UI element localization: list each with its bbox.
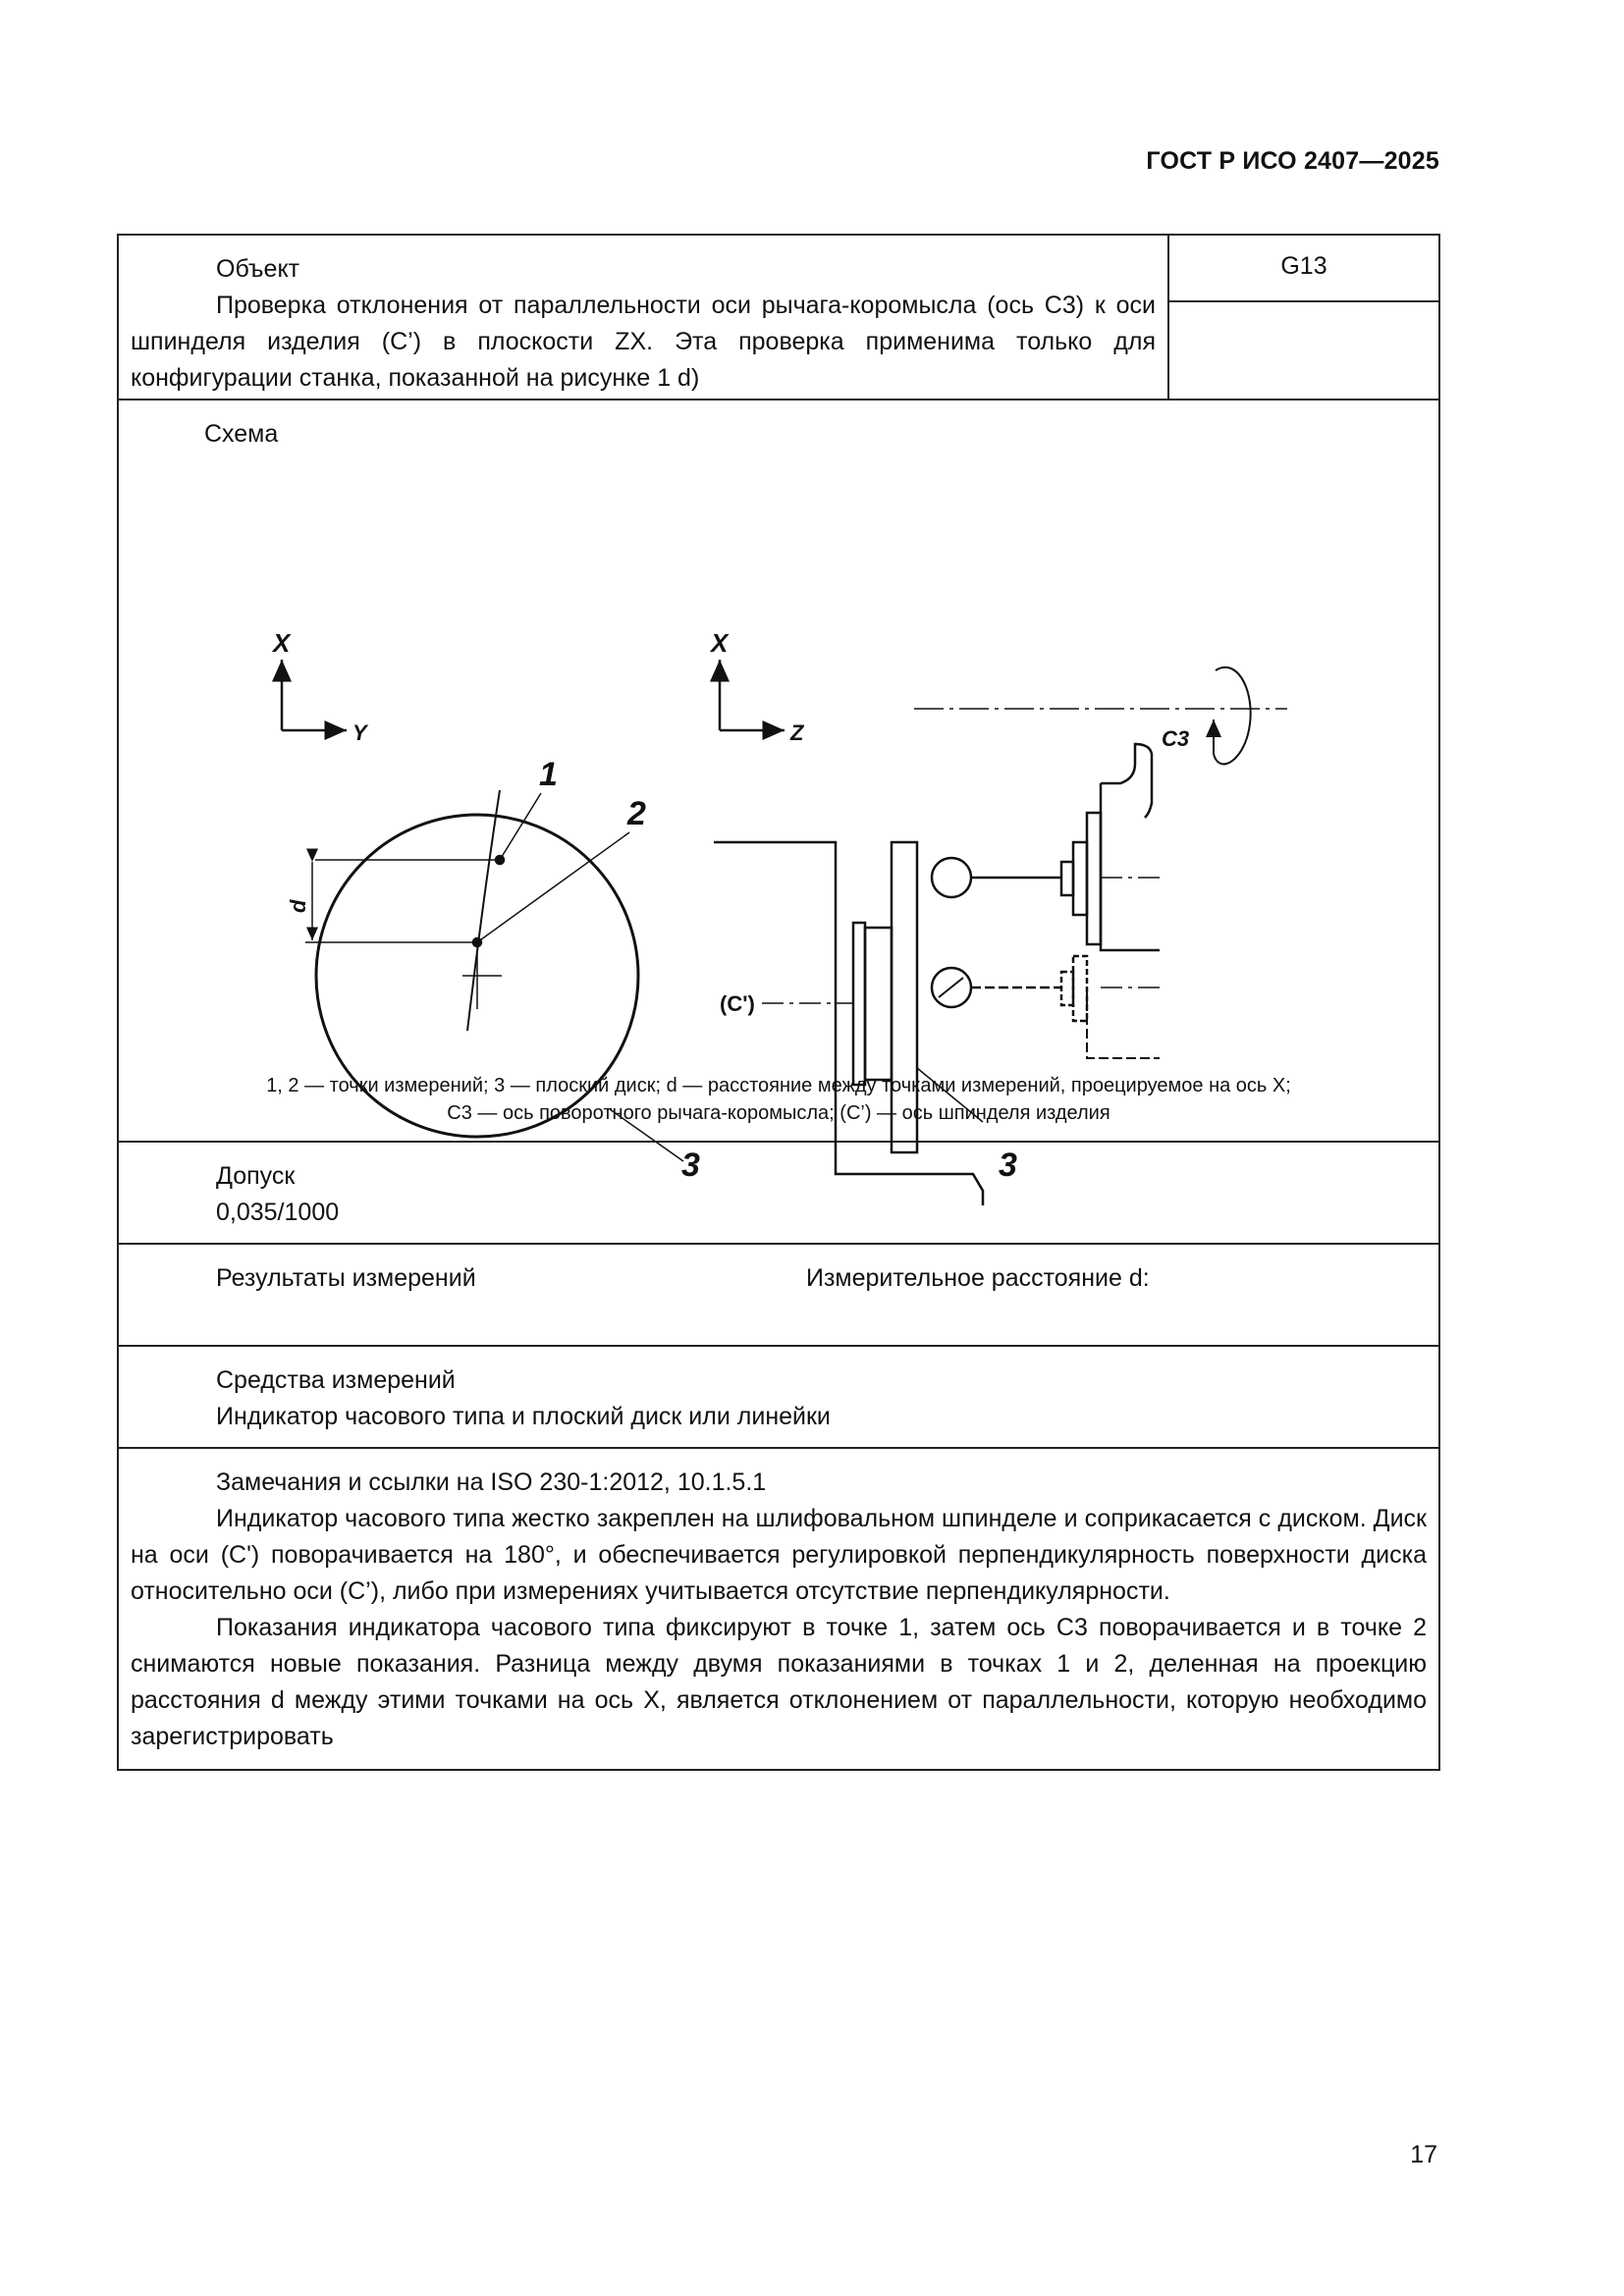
scheme-caption <box>119 1072 1438 1127</box>
page-number: 17 <box>1410 2141 1437 2168</box>
point-2-label: 2 <box>627 795 646 832</box>
c3-label: C3 <box>1162 726 1190 751</box>
dimension-d-label: d <box>286 899 310 913</box>
notes-label: Замечания и ссылки на ISO 230-1:2012, 10.1.5.1 <box>216 1468 767 1496</box>
disk-3-label-right: 3 <box>999 1147 1017 1184</box>
object-text: Проверка отклонения от параллельности оси рычага-коромысла (ось C3) к оси шпинделя изделия (C’) в плоскости ZX. Эта проверка применима только для конфигурации станка, показанной на рисунке 1 d) <box>131 292 1156 392</box>
axes-xy-icon <box>282 660 347 730</box>
test-sheet-table <box>117 234 1440 1771</box>
object-label: Объект <box>216 255 300 283</box>
document-header: ГОСТ Р ИСО 2407—2025 <box>1146 147 1439 175</box>
results-row <box>119 1245 1438 1347</box>
instruments-label: Средства измерений <box>216 1366 456 1394</box>
instruments-value: Индикатор часового типа и плоский диск или линейки <box>216 1403 831 1430</box>
axis-x-label-left: X <box>273 628 291 658</box>
test-code: G13 <box>1169 236 1438 302</box>
axis-z-label: Z <box>790 721 804 745</box>
scheme-label: Схема <box>204 420 279 448</box>
c-prime-label: (C') <box>720 991 755 1016</box>
axes-xz-icon <box>720 660 785 730</box>
tolerance-value: 0,035/1000 <box>216 1199 340 1226</box>
axis-x-label-right: X <box>711 628 729 658</box>
point-1-label: 1 <box>539 756 558 793</box>
distance-label: Измерительное расстояние d: <box>806 1264 1150 1292</box>
disk-3-label-left: 3 <box>681 1147 700 1184</box>
object-row <box>119 236 1438 400</box>
notes-row <box>119 1449 1438 1769</box>
notes-paragraph-1: Индикатор часового типа жестко закреплен на шлифовальном шпинделе и соприкасается с диском. Диск на оси (C') поворачивается на 180°, и обеспечивается регулировкой перпендикулярность поверхности диска относительно оси (C’), либо при измерениях учитывается отсутствие перпендикулярности. <box>131 1505 1427 1605</box>
object-cell <box>119 236 1169 399</box>
code-cell <box>1169 236 1438 399</box>
results-label: Результаты измерений <box>216 1264 476 1292</box>
instruments-row <box>119 1347 1438 1449</box>
tolerance-label: Допуск <box>216 1162 296 1190</box>
tolerance-row <box>119 1143 1438 1245</box>
notes-paragraph-2: Показания индикатора часового типа фиксируют в точке 1, затем ось C3 поворачивается и в точке 2 снимаются новые показания. Разница между двумя показаниями в точках 1 и 2, деленная на проекцию расстояния d между этими точками на ось X, является отклонением от параллельности, которую необходимо зарегистрировать <box>131 1614 1427 1750</box>
axis-y-label: Y <box>352 721 367 745</box>
caption-line-1: 1, 2 — точки измерений; 3 — плоский диск; d — расстояние между точками измерений, проецируемое на ось X; <box>266 1075 1291 1096</box>
caption-line-2: C3 — ось поворотного рычага-коромысла; (C’) — ось шпинделя изделия <box>447 1102 1110 1124</box>
